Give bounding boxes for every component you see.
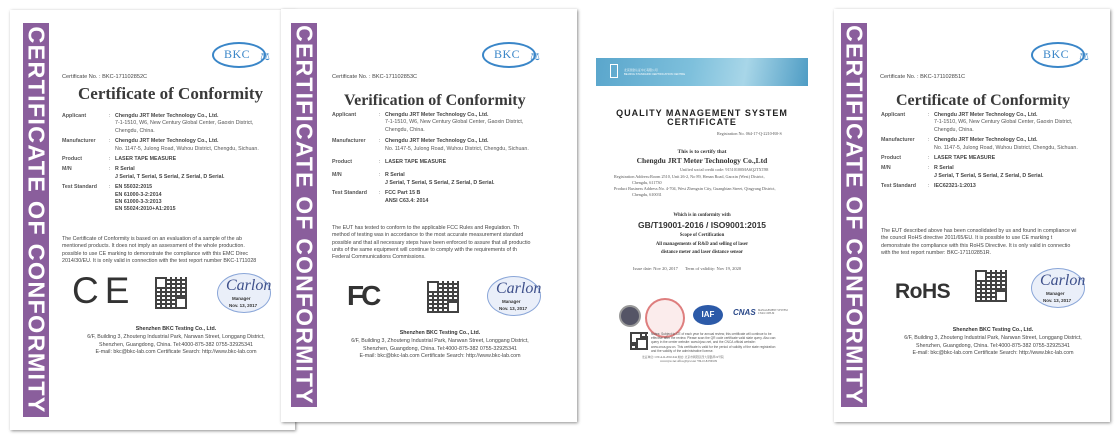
scope-line-1: All managements of R&D and selling of laser xyxy=(655,242,749,247)
validity-date: Term of validity: Nov 19, 2020 xyxy=(685,266,742,271)
certificate-number: Certificate No. : BKC-171102851C xyxy=(880,74,966,80)
bkc-logo: BKC ⚖ xyxy=(482,42,536,68)
ce-mark-icon: CE xyxy=(72,270,136,311)
cnas-caption: MANAGEMENT SYSTEM CNAS C083-M xyxy=(758,309,788,315)
conformity-text: Which is in conformity with xyxy=(673,213,731,218)
qms-title: QUALITY MANAGEMENT SYSTEM CERTIFICATE xyxy=(616,108,788,127)
qms-header-banner: 北京国金认证中心有限公司 BEIJING STANDARD CERTIFICATION CENTRE xyxy=(596,58,808,86)
qms-standard: GB/T19001-2016 / ISO9001:2015 xyxy=(637,220,767,230)
certificate-number: Certificate No. : BKC-171102853C xyxy=(332,74,418,80)
issuer-footer: Shenzhen BKC Testing Co., Ltd. 6/F, Building 3, Zhouteng Industrial Park, Nanwan Street, Longgang District, Shenzhen, Guangdong, China. Tel:4000-875-382 0755-32925341 E-mail: bkc@bkc-lab.com Certificate Search: http://www.bkc-lab.com xyxy=(351,330,529,360)
purple-band xyxy=(23,23,49,417)
credit-code: Unified social credit code: 91510100MA6Q2TXT88 xyxy=(680,167,769,172)
purple-band: CERTIFICATE OF CONFORMITY xyxy=(291,23,317,407)
certificate-paragraph: The EUT has tested to conform to the applicable FCC Rules and Regulation. Th method of testing was in accordance to the most accurate measurement standard possible and that all necessary steps have been enforced to assure that all productio units of the same equipment will continue to comply with the requirements of th Federal Communications Commissions. xyxy=(332,225,531,261)
certificate-ce xyxy=(10,10,295,430)
iaf-logo-icon: IAF xyxy=(693,305,723,325)
issue-date: Issue date: Nov 20, 2017 xyxy=(633,266,678,271)
certificate-paragraph: The EUT described above has been consolidated by us and found in compliance wi the council RoHS directive 2011/65/EU. It is possible to use CE marking t demonstrate the compliance with this RoHS Directive. It is only valid in connectio with the test report number: BKC-171102851R. xyxy=(881,228,1077,256)
bkc-logo: BKC ⚖ xyxy=(1031,42,1085,68)
certificate-title: Certificate of Conformity xyxy=(896,92,1071,109)
issuer-footer: Shenzhen BKC Testing Co., Ltd. 6/F, Building 3, Zhouteng Industrial Park, Nanwan Street, Longgang District, Shenzhen, Guangdong, China. Tel:4000-875-382 0755-32925341 E-mail: bkc@bkc-lab.com Certificate Search: http://www.bkc-lab.com xyxy=(904,327,1082,357)
certificate-paragraph: The Certificate of Conformity is based on an evaluation of a sample of the ab mentioned products. It does not imply an assessment of the whole production. possible to use CE marking to demonstrate the compliance with this EMC Direc 2014/30/EU. It is only valid in connection with the test report number BKC-1711028 xyxy=(62,236,257,264)
certificate-rohs xyxy=(834,9,1110,422)
fcc-mark-icon: FC xyxy=(347,280,379,311)
scope-line-2: distance meter and laser distance sensor xyxy=(660,250,744,255)
qms-bottom-line-2: www.bjcsc.net office@bjcsc.net +86-10-84700109 xyxy=(660,360,717,363)
certificate-title: Certificate of Conformity xyxy=(78,84,264,103)
certificate-fields: Applicant : Chengdu JRT Meter Technology Co., Ltd. 7-1-1510, W6, New Century Global Center, Gaoxin District, Chengdu, China. Manufacturer : Chengdu JRT Meter Technology Co., Ltd. No. 1147-5, Julong Road, Wuhou District, Chengdu, Sichuan. Product : LASER TAPE MEASURE M/N : R Serial J Serial, T Serial, S Serial, Z Serial, D Serial. Test Standard : EN 55032:2015 EN 61000-3-2:2014 EN 61000-3-3:2013 EN 55024:2010+A1:2015 xyxy=(62,113,259,213)
band-text: CERTIFICATE OF CONFORMITY xyxy=(23,26,50,414)
certified-company: Chengdu JRT Meter Technology Co.,Ltd xyxy=(636,156,768,165)
registration-number: Registration No. 064-17-Q-2210-R0-S xyxy=(717,131,782,136)
registration-address: Registration Address:Room 2510, Unit 26-2, No 89, Henan Road, Gaoxin (West) District, Chengdu, 611730 Product Business Address:No. 4-704, West Zhengxin City, Guangbian Street, Qingyang District, Chengdu, 610031 xyxy=(614,174,776,197)
rohs-mark-icon: RoHS xyxy=(895,280,951,303)
scope-label: Scope of Certification xyxy=(679,233,725,238)
certification-seal-icon xyxy=(619,305,641,327)
manager-stamp: Carlon Manager Nov. 13, 2017 xyxy=(1031,268,1085,308)
qms-notes: Notes: Subject to CE of each year for annual review, this certificate will continue to be effective after the review. Please scan the QR code certificate valid state query. Also can query in the center website: www.bjcsc.net, and the CNCA official website: www.cnca.gov.cn. This certificate is valid for the period of validity of the state registration and the validity of the administrative license. xyxy=(651,332,776,353)
certify-text: This is to certify that xyxy=(677,149,727,155)
purple-band: CERTIFICATE OF CONFORMITY xyxy=(841,23,867,407)
certificate-fields: Applicant : Chengdu JRT Meter Technology Co., Ltd. 7-1-1510, W6, New Century Global Center, Gaoxin District, Chengdu, China. Manufacturer : Chengdu JRT Meter Technology Co., Ltd. No. 1147-5, Julong Road, Wuhou District, Chengdu, Sichuan. Product : LASER TAPE MEASURE M/N : R Serial J Serial, T Serial, S Serial, Z Serial, D Serial. Test Standard : FCC Part 15 B ANSI C63.4: 2014 xyxy=(332,112,529,204)
bkc-logo: BKC ⚖ xyxy=(212,42,266,68)
certification-center-logo-icon xyxy=(610,64,618,78)
manager-stamp: Carlon Manager Nov. 13, 2017 xyxy=(487,276,541,316)
certificate-title: Verification of Conformity xyxy=(344,92,526,109)
qr-code-icon xyxy=(427,281,459,313)
manager-stamp: Carlon Manager Nov. 13, 2017 xyxy=(217,273,271,313)
qr-code-icon xyxy=(975,270,1007,302)
certificate-number: Certificate No. : BKC-171102852C xyxy=(62,74,148,80)
qr-code-icon xyxy=(155,277,187,309)
issuer-footer: Shenzhen BKC Testing Co., Ltd. 6/F, Building 3, Zhouteng Industrial Park, Nanwan Street, Longgang District, Shenzhen, Guangdong, China. Tel:4000-875-382 0755-32925341 E-mail: bkc@bkc-lab.com Certificate Search: http://www.bkc-lab.com xyxy=(87,326,265,356)
cnas-logo-icon: CNAS xyxy=(733,308,756,317)
qr-code-icon xyxy=(630,332,648,350)
qms-bottom-line-1: 发证单位: CNCA-R-2002-044 地址: 北京市朝阳区西大望路甲22号院 xyxy=(642,356,724,359)
certificate-fields: Applicant : Chengdu JRT Meter Technology Co., Ltd. 7-1-1510, W6, New Century Global Center, Gaoxin District, Chengdu, China. Manufacturer : Chengdu JRT Meter Technology Co., Ltd. No. 1147-5, Julong Road, Wuhou District, Chengdu, Sichuan. Product : LASER TAPE MEASURE M/N : R Serial J Serial, T Serial, S Serial, Z Serial, D Serial. Test Standard : IEC62321-1:2013 xyxy=(881,112,1078,190)
